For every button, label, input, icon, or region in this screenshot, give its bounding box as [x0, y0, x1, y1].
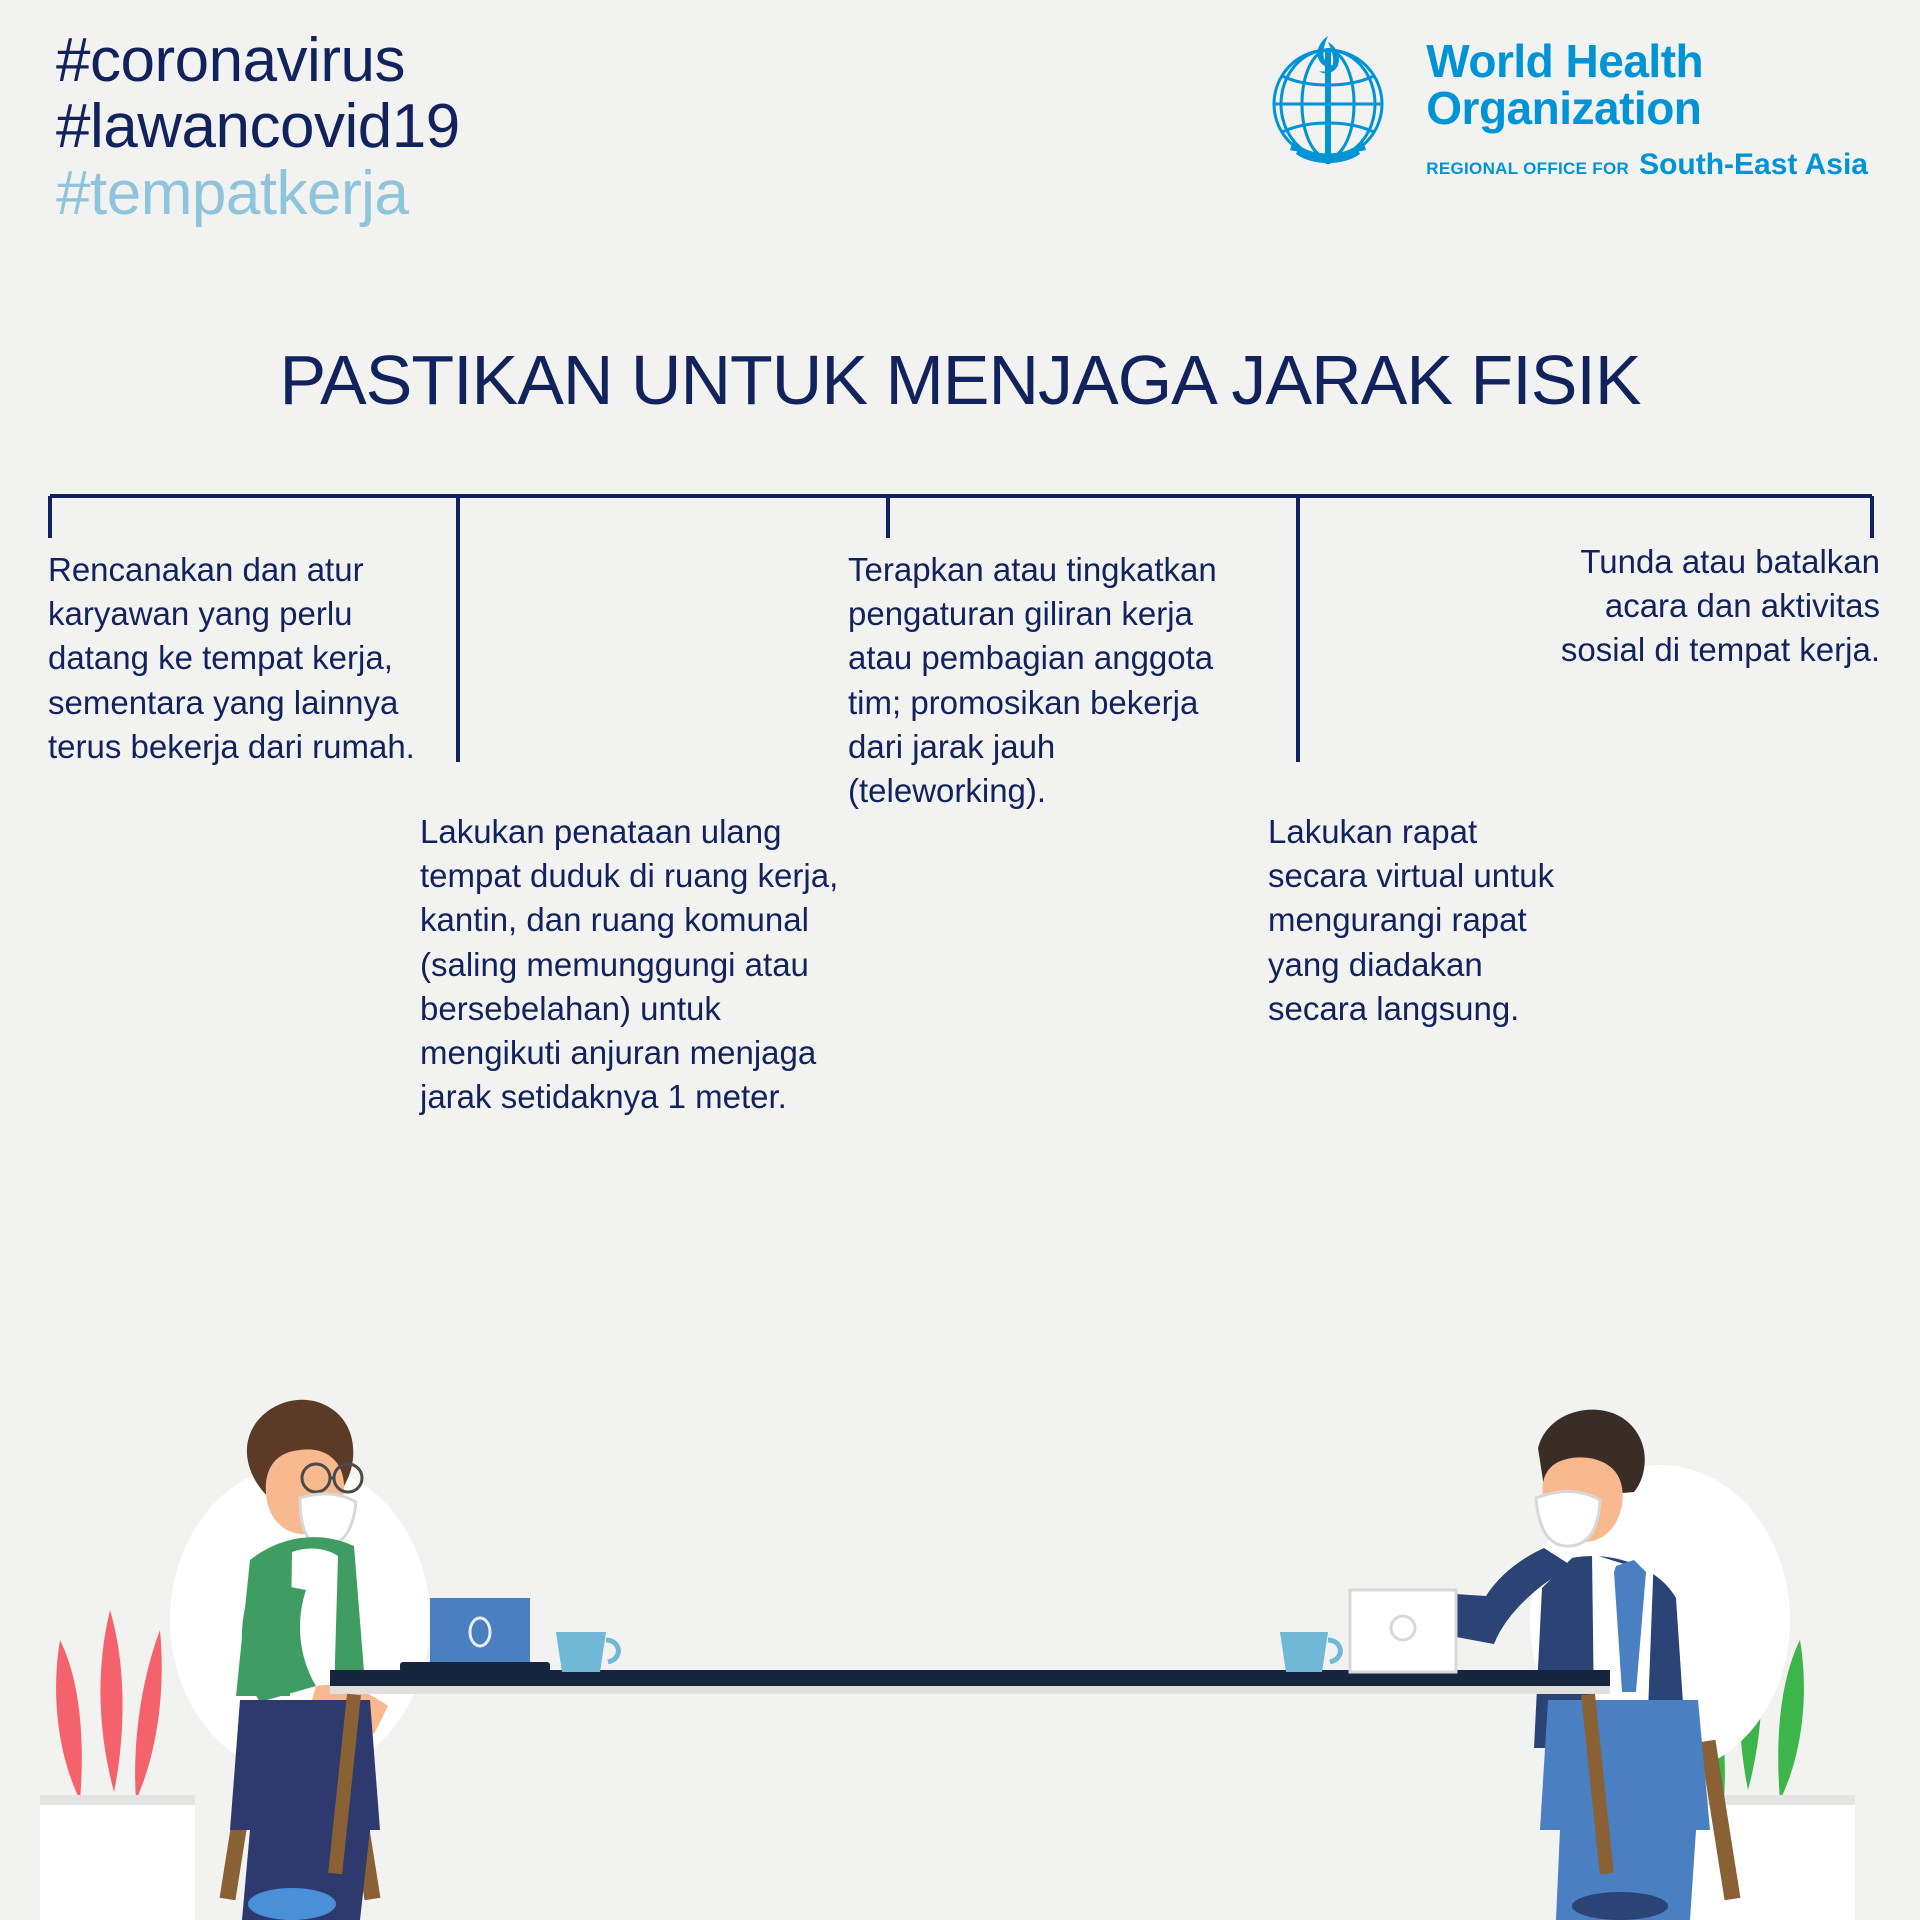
- who-emblem-icon: [1248, 26, 1408, 186]
- who-wordmark: [1426, 26, 1868, 182]
- hashtag-lawancovid19: #lawancovid19: [56, 92, 460, 162]
- tip-text-4: Lakukan rapat secara virtual untuk mengurangi rapat yang diadakan secara langsung.: [1268, 813, 1555, 1027]
- tip-text-5: Tunda atau batalkan acara dan aktivitas sosial di tempat kerja.: [1560, 543, 1880, 669]
- who-region-name: South-East Asia: [1639, 147, 1868, 181]
- long-desk: [328, 1670, 1614, 1874]
- coffee-cup-left: [556, 1632, 618, 1672]
- page-title: PASTIKAN UNTUK MENJAGA JARAK FISIK: [279, 341, 1641, 419]
- hashtag-tempatkerja: #tempatkerja: [56, 158, 409, 228]
- who-regional-label: REGIONAL OFFICE FOR: [1426, 158, 1630, 178]
- hashtag-coronavirus: #coronavirus: [56, 26, 405, 95]
- who-region-row: [1426, 148, 1868, 182]
- hashtag-group: [56, 28, 460, 227]
- illustration-office-distancing: [0, 1180, 1920, 1920]
- monitor-right: [1350, 1590, 1456, 1672]
- tip-text-3: Terapkan atau tingkatkan pengaturan giliran kerja atau pembagian anggota tim; promosikan bekerja dari jarak jauh (teleworking).: [848, 551, 1217, 810]
- who-logo: [1248, 26, 1868, 186]
- coffee-cup-right: [1280, 1632, 1340, 1672]
- who-name-line1: World Health: [1426, 35, 1704, 87]
- who-name-line2: Organization: [1426, 81, 1702, 134]
- potted-plant-left: [40, 1610, 195, 1920]
- tip-text-1: Rencanakan dan atur karyawan yang perlu datang ke tempat kerja, sementara yang lainnya terus bekerja dari rumah.: [48, 551, 415, 765]
- tip-text-2: Lakukan penataan ulang tempat duduk di ruang kerja, kantin, dan ruang komunal (saling memunggungi atau bersebelahan) untuk mengikuti anjuran menjaga jarak setidaknya 1 meter.: [420, 813, 839, 1116]
